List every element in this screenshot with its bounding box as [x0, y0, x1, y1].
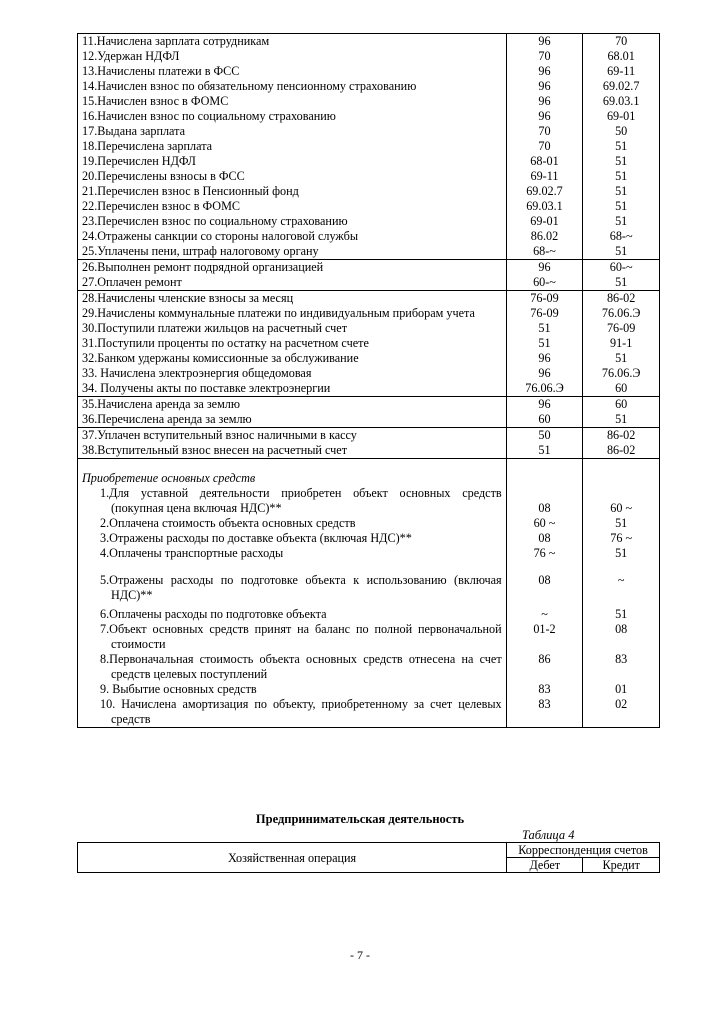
- credit-cell: 51: [583, 199, 660, 214]
- credit-cell: 69-11: [583, 64, 660, 79]
- debit-cell: [506, 561, 583, 573]
- debit-cell: 70: [506, 124, 583, 139]
- credit-cell: 51: [583, 546, 660, 561]
- table-row: [78, 154, 660, 169]
- credit-cell: 60 ~: [583, 486, 660, 516]
- operation-cell: 26.Выполнен ремонт подрядной организацией: [78, 260, 507, 276]
- debit-cell: 60 ~: [506, 516, 583, 531]
- debit-cell: 51: [506, 336, 583, 351]
- credit-cell: 68-~: [583, 229, 660, 244]
- operation-cell: 30.Поступили платежи жильцов на расчетный счет: [78, 321, 507, 336]
- operation-cell: [78, 622, 507, 652]
- operation-text: 8.Первоначальная стоимость объекта основных средств отнесена на счет средств целевых поступлений: [100, 652, 502, 681]
- debit-cell: 70: [506, 139, 583, 154]
- fixed-asset-row: [78, 573, 660, 603]
- column-correspondence-header: Корреспонденция счетов: [507, 843, 660, 858]
- operation-text: 5.Отражены расходы по подготовке объекта к использованию (включая НДС)**: [100, 573, 502, 602]
- operation-text: 6.Оплачены расходы по подготовке объекта: [100, 607, 327, 621]
- debit-cell: 96: [506, 34, 583, 50]
- table-row: [78, 397, 660, 413]
- column-debit-header: Дебет: [507, 858, 583, 873]
- debit-cell: 76-09: [506, 306, 583, 321]
- operation-cell: 24.Отражены санкции со стороны налоговой службы: [78, 229, 507, 244]
- debit-cell: 96: [506, 366, 583, 381]
- debit-cell: 86.02: [506, 229, 583, 244]
- fixed-asset-row: [78, 622, 660, 652]
- credit-cell: 51: [583, 154, 660, 169]
- debit-cell: 83: [506, 697, 583, 728]
- debit-cell: 69-11: [506, 169, 583, 184]
- table-row: [78, 244, 660, 260]
- credit-cell: 76.06.Э: [583, 366, 660, 381]
- fixed-asset-row: [78, 652, 660, 682]
- table-row: [78, 169, 660, 184]
- credit-cell: 69-01: [583, 109, 660, 124]
- credit-cell: ~: [583, 573, 660, 603]
- fixed-assets-title: Приобретение основных средств: [82, 471, 256, 485]
- table-4-header: [77, 842, 660, 873]
- credit-cell: 51: [583, 169, 660, 184]
- debit-cell: 83: [506, 682, 583, 697]
- table-caption: Таблица 4: [522, 828, 575, 842]
- table-row: [78, 109, 660, 124]
- operation-cell: [78, 531, 507, 546]
- table-row: [78, 260, 660, 276]
- debit-cell: 96: [506, 109, 583, 124]
- credit-cell: 76-09: [583, 321, 660, 336]
- operation-text: 2.Оплачена стоимость объекта основных средств: [100, 516, 356, 530]
- operation-cell: 14.Начислен взнос по обязательному пенсионному страхованию: [78, 79, 507, 94]
- operation-cell: 37.Уплачен вступительный взнос наличными в кассу: [78, 428, 507, 444]
- credit-cell: 51: [583, 275, 660, 291]
- debit-cell: 60-~: [506, 275, 583, 291]
- credit-cell: 51: [583, 214, 660, 229]
- operation-cell: 12.Удержан НДФЛ: [78, 49, 507, 64]
- table-row: [78, 49, 660, 64]
- fixed-asset-row: [78, 682, 660, 697]
- fixed-asset-row: [78, 516, 660, 531]
- table-row: [78, 79, 660, 94]
- debit-cell: 60: [506, 412, 583, 428]
- fixed-asset-row: [78, 459, 660, 472]
- fixed-asset-row: [78, 486, 660, 516]
- operation-cell: [78, 652, 507, 682]
- column-credit-header: Кредит: [583, 858, 660, 873]
- credit-cell: 86-02: [583, 428, 660, 444]
- operation-text: 3.Отражены расходы по доставке объекта (включая НДС)**: [100, 531, 412, 545]
- debit-cell: 96: [506, 94, 583, 109]
- debit-cell: 96: [506, 64, 583, 79]
- operation-cell: 32.Банком удержаны комиссионные за обслуживание: [78, 351, 507, 366]
- operation-cell: 15.Начислен взнос в ФОМС: [78, 94, 507, 109]
- credit-cell: 51: [583, 139, 660, 154]
- credit-cell: 69.02.7: [583, 79, 660, 94]
- debit-cell: 96: [506, 397, 583, 413]
- table-row: [78, 139, 660, 154]
- operation-cell: 36.Перечислена аренда за землю: [78, 412, 507, 428]
- debit-cell: 50: [506, 428, 583, 444]
- operation-cell: 18.Перечислена зарплата: [78, 139, 507, 154]
- debit-cell: 96: [506, 351, 583, 366]
- operation-cell: 17.Выдана зарплата: [78, 124, 507, 139]
- debit-cell: 96: [506, 260, 583, 276]
- operation-cell: [78, 546, 507, 561]
- operation-cell: 11.Начислена зарплата сотрудникам: [78, 34, 507, 50]
- table-row: [78, 275, 660, 291]
- operation-cell: 33. Начислена электроэнергия общедомовая: [78, 366, 507, 381]
- debit-cell: 08: [506, 531, 583, 546]
- debit-cell: ~: [506, 607, 583, 622]
- credit-cell: 51: [583, 184, 660, 199]
- debit-cell: 76.06.Э: [506, 381, 583, 397]
- operation-cell: [78, 516, 507, 531]
- debit-cell: [506, 459, 583, 472]
- table-row: [78, 34, 660, 50]
- table-row: [78, 124, 660, 139]
- debit-cell: 70: [506, 49, 583, 64]
- operation-cell: 25.Уплачены пени, штраф налоговому органу: [78, 244, 507, 260]
- table-row: [78, 306, 660, 321]
- credit-cell: 02: [583, 697, 660, 728]
- operation-cell: 38.Вступительный взнос внесен на расчетный счет: [78, 443, 507, 459]
- credit-cell: 76 ~: [583, 531, 660, 546]
- fixed-asset-row: [78, 697, 660, 728]
- credit-cell: 08: [583, 622, 660, 652]
- credit-cell: [583, 561, 660, 573]
- table-row: [78, 443, 660, 459]
- debit-cell: 76 ~: [506, 546, 583, 561]
- table-row: [78, 351, 660, 366]
- credit-cell: 76.06.Э: [583, 306, 660, 321]
- credit-cell: 86-02: [583, 291, 660, 307]
- debit-cell: 69.03.1: [506, 199, 583, 214]
- table-row: [78, 184, 660, 199]
- table-row: [78, 229, 660, 244]
- credit-cell: 91-1: [583, 336, 660, 351]
- credit-cell: 60: [583, 397, 660, 413]
- table-row: [78, 94, 660, 109]
- debit-cell: 68-~: [506, 244, 583, 260]
- operation-cell: 20.Перечислены взносы в ФСС: [78, 169, 507, 184]
- credit-cell: 60: [583, 381, 660, 397]
- column-operation-header: Хозяйственная операция: [78, 843, 507, 873]
- credit-cell: 51: [583, 412, 660, 428]
- operation-cell: 35.Начислена аренда за землю: [78, 397, 507, 413]
- credit-cell: 86-02: [583, 443, 660, 459]
- table-row: [78, 412, 660, 428]
- operation-text: 10. Начислена амортизация по объекту, приобретенному за счет целевых средств: [100, 697, 502, 726]
- operation-cell: 27.Оплачен ремонт: [78, 275, 507, 291]
- section-heading: Предпринимательская деятельность: [255, 812, 465, 826]
- credit-cell: 83: [583, 652, 660, 682]
- credit-cell: 51: [583, 516, 660, 531]
- credit-cell: 51: [583, 607, 660, 622]
- credit-cell: 60-~: [583, 260, 660, 276]
- credit-cell: [583, 471, 660, 486]
- debit-cell: 69.02.7: [506, 184, 583, 199]
- credit-cell: [583, 459, 660, 472]
- debit-cell: [506, 471, 583, 486]
- table-row: [78, 291, 660, 307]
- operation-text: 9. Выбытие основных средств: [100, 682, 257, 696]
- operation-cell: [78, 471, 507, 486]
- operation-cell: [78, 697, 507, 728]
- fixed-asset-row: [78, 531, 660, 546]
- debit-cell: 08: [506, 486, 583, 516]
- table-row: [78, 381, 660, 397]
- operation-cell: [78, 573, 507, 603]
- table-row: [78, 214, 660, 229]
- fixed-asset-row: [78, 546, 660, 561]
- credit-cell: 70: [583, 34, 660, 50]
- fixed-asset-row: [78, 607, 660, 622]
- operation-cell: [78, 486, 507, 516]
- debit-cell: 96: [506, 79, 583, 94]
- operation-text: 4.Оплачены транспортные расходы: [100, 546, 284, 560]
- debit-cell: 51: [506, 443, 583, 459]
- operation-cell: 19.Перечислен НДФЛ: [78, 154, 507, 169]
- operation-cell: [78, 607, 507, 622]
- debit-cell: 08: [506, 573, 583, 603]
- debit-cell: 51: [506, 321, 583, 336]
- table-row: [78, 199, 660, 214]
- table-row: [78, 64, 660, 79]
- debit-cell: 01-2: [506, 622, 583, 652]
- table-row: [78, 428, 660, 444]
- credit-cell: 69.03.1: [583, 94, 660, 109]
- operation-cell: [78, 561, 507, 573]
- operation-cell: [78, 459, 507, 472]
- credit-cell: 68.01: [583, 49, 660, 64]
- fixed-asset-row: [78, 561, 660, 573]
- operation-cell: 16.Начислен взнос по социальному страхованию: [78, 109, 507, 124]
- page-number: - 7 -: [350, 948, 370, 962]
- accounting-entries-table: [77, 33, 660, 728]
- fixed-asset-row: [78, 471, 660, 486]
- credit-cell: 50: [583, 124, 660, 139]
- operation-cell: 28.Начислены членские взносы за месяц: [78, 291, 507, 307]
- credit-cell: 01: [583, 682, 660, 697]
- operation-cell: 31.Поступили проценты по остатку на расчетном счете: [78, 336, 507, 351]
- debit-cell: 86: [506, 652, 583, 682]
- table-row: [78, 321, 660, 336]
- operation-cell: 34. Получены акты по поставке электроэнергии: [78, 381, 507, 397]
- operation-text: 7.Объект основных средств принят на баланс по полной первоначальной стоимости: [100, 622, 502, 651]
- operation-cell: 23.Перечислен взнос по социальному страхованию: [78, 214, 507, 229]
- operation-cell: 29.Начислены коммунальные платежи по индивидуальным приборам учета: [78, 306, 507, 321]
- table-row: [78, 336, 660, 351]
- debit-cell: 76-09: [506, 291, 583, 307]
- operation-text: 1.Для уставной деятельности приобретен объект основных средств (покупная цена включая НДС)**: [100, 486, 502, 515]
- debit-cell: 68-01: [506, 154, 583, 169]
- operation-cell: 21.Перечислен взнос в Пенсионный фонд: [78, 184, 507, 199]
- credit-cell: 51: [583, 244, 660, 260]
- operation-cell: 22.Перечислен взнос в ФОМС: [78, 199, 507, 214]
- debit-cell: 69-01: [506, 214, 583, 229]
- operation-cell: [78, 682, 507, 697]
- operation-cell: 13.Начислены платежи в ФСС: [78, 64, 507, 79]
- table-row: [78, 366, 660, 381]
- credit-cell: 51: [583, 351, 660, 366]
